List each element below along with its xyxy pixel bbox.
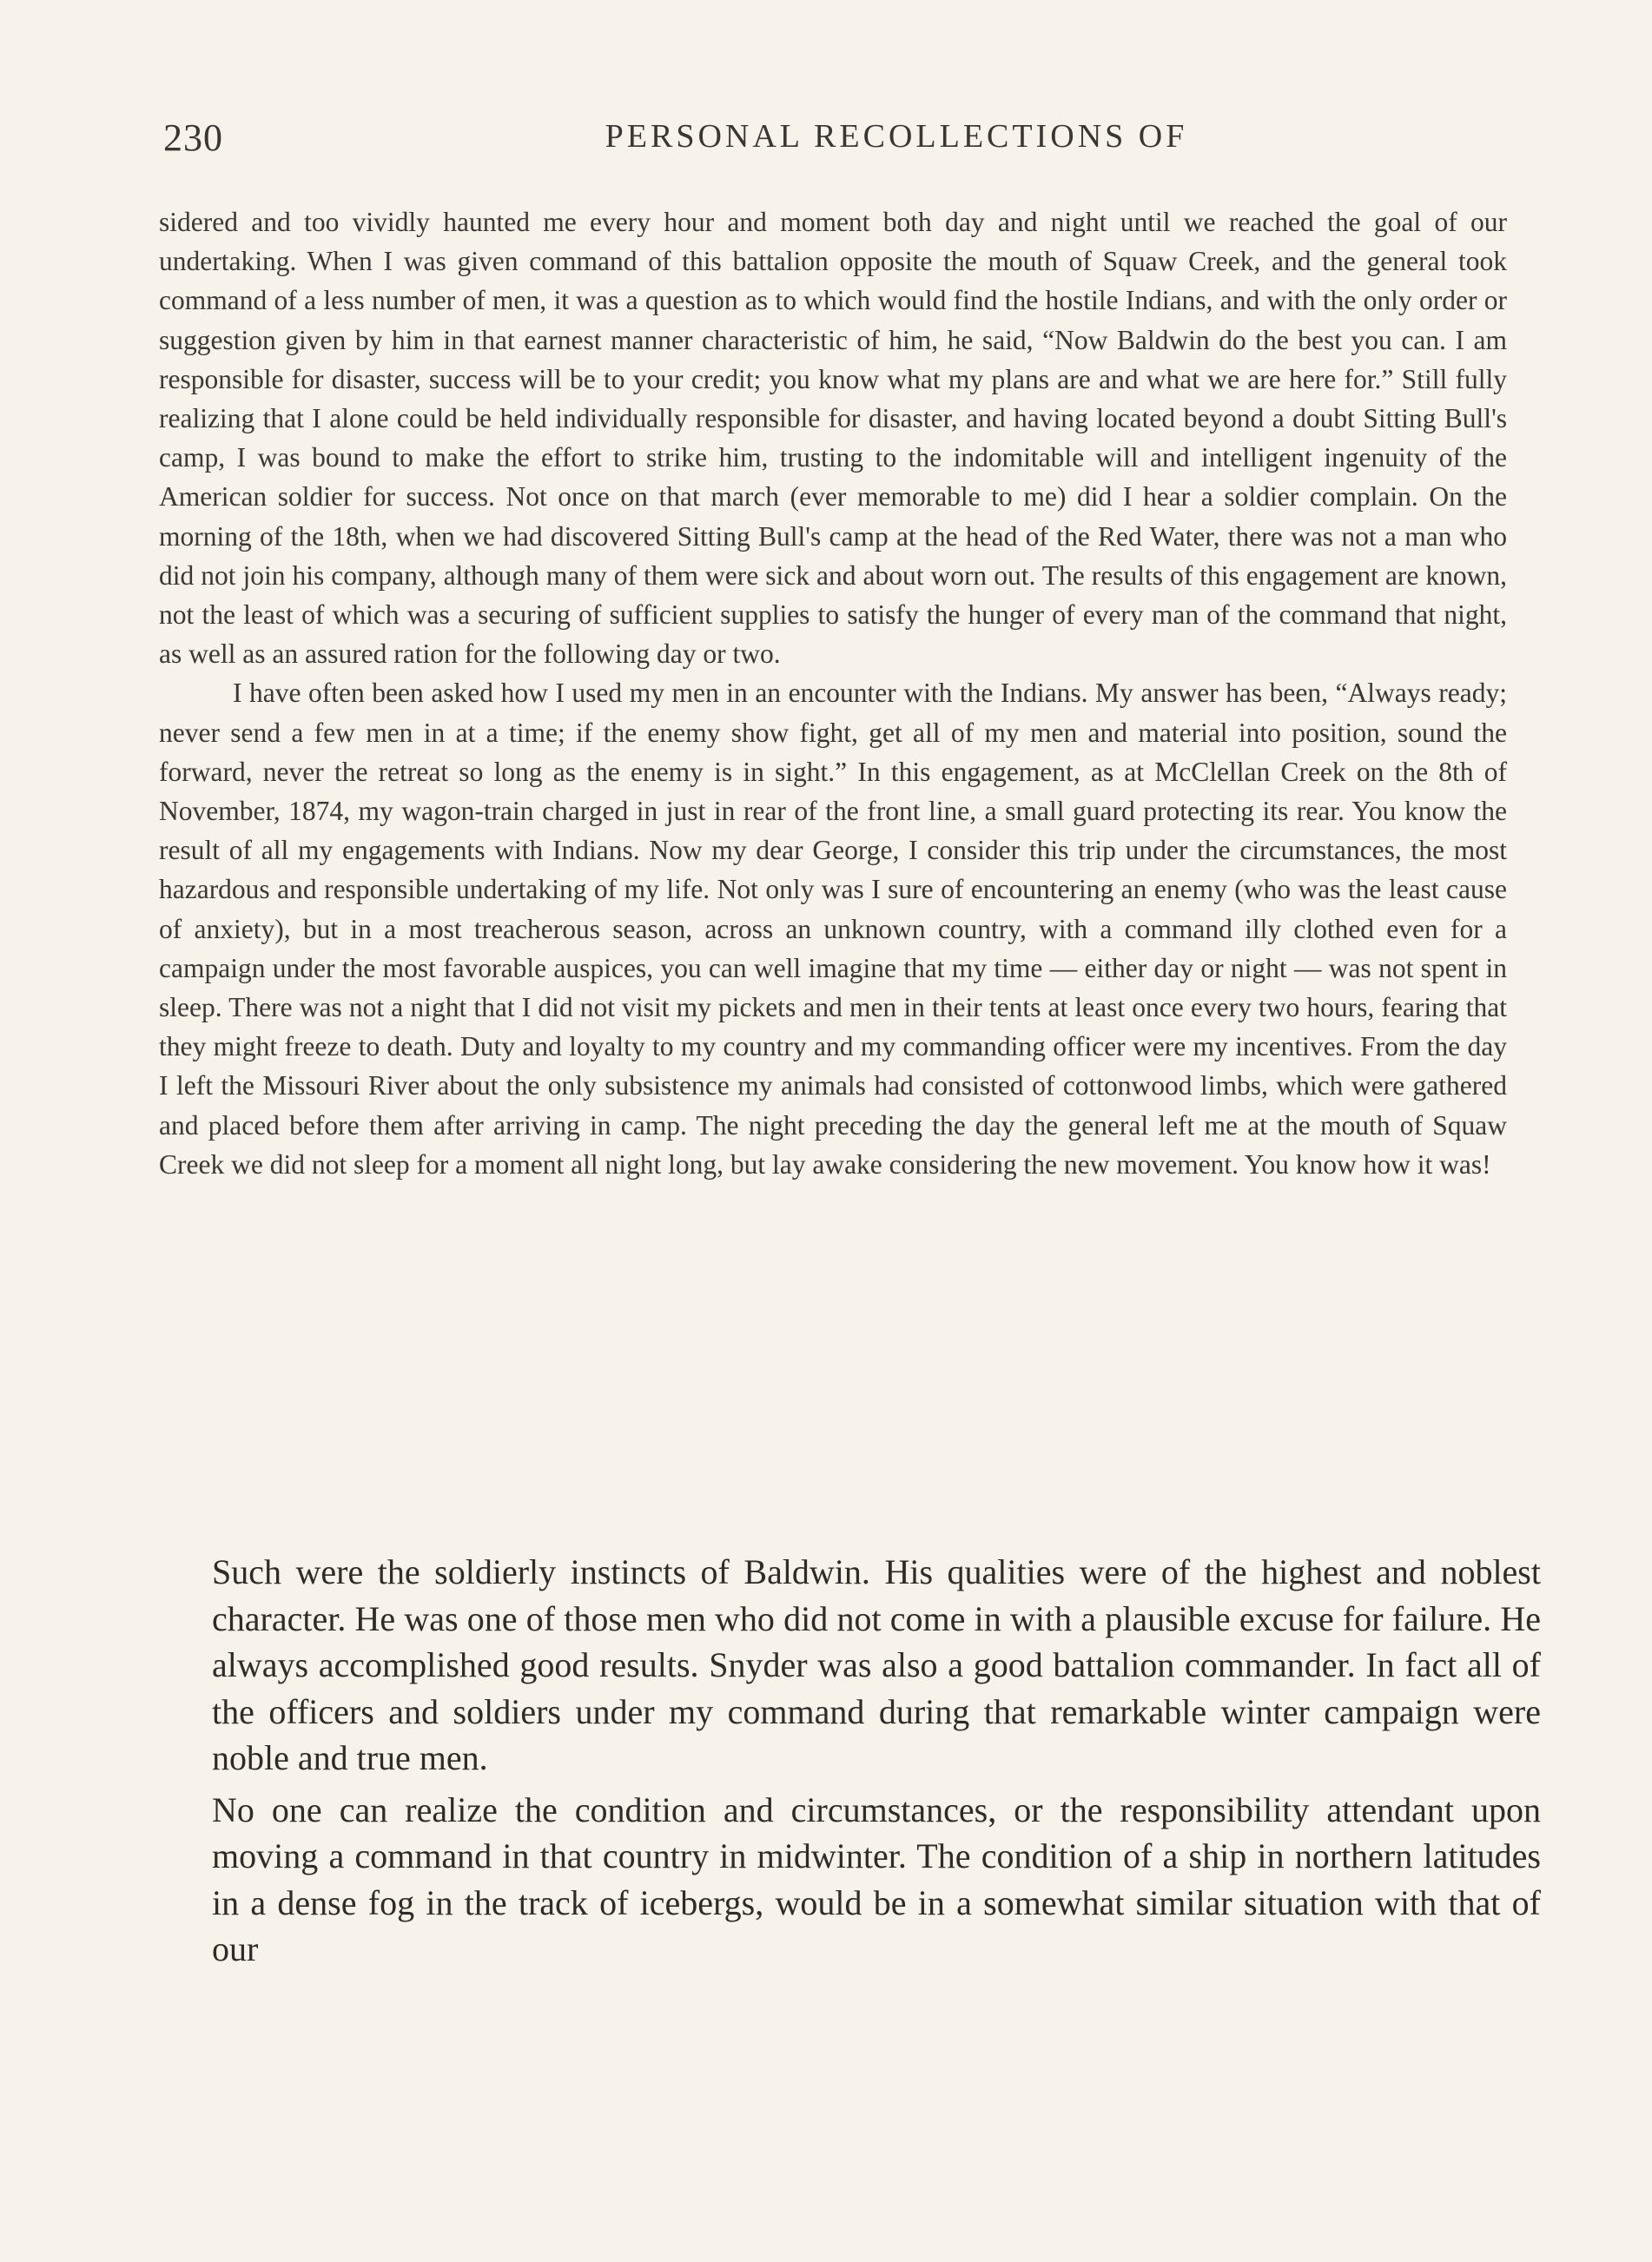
running-head xyxy=(163,116,1508,168)
letter-paragraph-2: I have often been asked how I used my men in an encounter with the Indians. My answer has been, “Always ready; never send a few men in at a time; if the enemy show fight, get all of my men and material into position, sound the forward, never the retreat so long as the enemy is in sight.” In this engagement, as at McClellan Creek on the 8th of November, 1874, my wagon-train charged in just in rear of the front line, a small guard protecting its rear. You know the result of all my engagements with Indians. Now my dear George, I consider this trip under the circumstances, the most hazardous and responsible undertaking of my life. Not only was I sure of encountering an enemy (who was the least cause of anxiety), but in a most treacherous season, across an unknown country, with a command illy clothed even for a campaign under the most favorable auspices, you can well imagine that my time — either day or night — was not spent in sleep. There was not a night that I did not visit my pickets and men in their tents at least once every two hours, fearing that they might freeze to death. Duty and loyalty to my country and my commanding officer were my incentives. From the day I left the Missouri River about the only subsistence my animals had consisted of cottonwood limbs, which were gathered and placed before them after arriving in camp. The night preceding the day the general left me at the mouth of Squaw Creek we did not sleep for a moment all night long, but lay awake considering the new movement. You know how it was! xyxy=(159,678,1507,1180)
main-text xyxy=(212,1549,1541,1973)
letter-paragraph-1: sidered and too vividly haunted me every hour and moment both day and night until we reached the goal of our undertaking. When I was given command of this battalion opposite the mouth of Squaw Creek, and the general took command of a less number of men, it was a question as to which would find the hostile Indians, and with the only order or suggestion given by him in that earnest manner characteristic of him, he said, “Now Baldwin do the best you can. I am responsible for disaster, success will be to your credit; you know what my plans are and what we are here for.” Still fully realizing that I alone could be held individually responsible for disaster, and having located beyond a doubt Sitting Bull's camp, I was bound to make the effort to strike him, trusting to the indomitable will and intelligent ingenuity of the American soldier for success. Not once on that march (ever memorable to me) did I hear a soldier complain. On the morning of the 18th, when we had discovered Sitting Bull's camp at the head of the Red Water, there was not a man who did not join his company, although many of them were sick and about worn out. The results of this engagement are known, not the least of which was a securing of sufficient supplies to satisfy the hunger of every man of the command that night, as well as an assured ration for the following day or two. xyxy=(159,207,1507,670)
quoted-letter xyxy=(159,202,1507,1184)
page-number: 230 xyxy=(163,116,223,159)
running-title: PERSONAL RECOLLECTIONS OF xyxy=(605,118,1188,155)
body-paragraph-1: Such were the soldierly instincts of Baldwin. His qualities were of the highest and noblest character. He was one of those men who did not come in with a plausible excuse for failure. He always accomplished good results. Snyder was also a good battalion commander. In fact all of the officers and soldiers under my command during that remarkable winter campaign were noble and true men. xyxy=(212,1552,1541,1777)
body-paragraph-2: No one can realize the condition and circumstances, or the responsibility attendant upon moving a command in that country in midwinter. The condition of a ship in northern latitudes in a dense fog in the track of icebergs, would be in a somewhat similar situation with that of our xyxy=(212,1789,1541,1968)
